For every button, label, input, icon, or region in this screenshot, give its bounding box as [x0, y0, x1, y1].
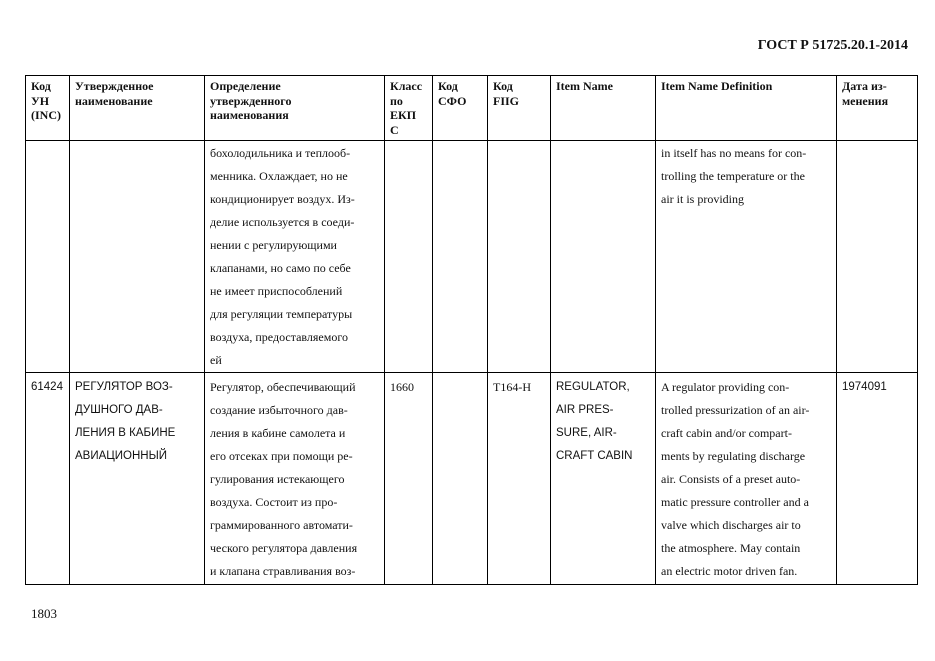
header-approved-name: Утвержденное наименование	[70, 76, 205, 141]
cell-inc	[26, 141, 70, 373]
table-row	[26, 373, 918, 585]
table-header-row	[26, 76, 918, 141]
cell-code-sfo	[433, 373, 488, 585]
cell-definition-ru: бохолодильника и теплооб- менника. Охлаждает, но не кондиционирует воздух. Из- делие используется в соеди- нении с регулирующими клапанами, но само по себе не имеет приспособлений для регуляции температуры воздуха, предоставляемого ей	[205, 141, 385, 373]
cell-approved-name: РЕГУЛЯТОР ВОЗ- ДУШНОГО ДАВ- ЛЕНИЯ В КАБИНЕ АВИАЦИОННЫЙ	[70, 373, 205, 585]
header-code-fiig: Код FIIG	[488, 76, 551, 141]
cell-item-name: REGULATOR, AIR PRES- SURE, AIR- CRAFT CABIN	[551, 373, 656, 585]
classification-table	[25, 75, 918, 585]
cell-definition-en: A regulator providing con- trolled pressurization of an air- craft cabin and/or compart- ments by regulating discharge air. Consists of a preset auto- matic pressure controller and a valve which discharges air to the atmosphere. May contain an electric motor driven fan.	[656, 373, 837, 585]
cell-definition-en: in itself has no means for con- trolling the temperature or the air it is providing	[656, 141, 837, 373]
header-item-name-definition: Item Name Definition	[656, 76, 837, 141]
cell-code-fiig	[488, 141, 551, 373]
header-item-name: Item Name	[551, 76, 656, 141]
header-class-ekps: Класс по ЕКП С	[385, 76, 433, 141]
page-number: 1803	[31, 606, 57, 621]
cell-change-date: 1974091	[837, 373, 918, 585]
cell-code-fiig: T164-H	[488, 373, 551, 585]
cell-code-sfo	[433, 141, 488, 373]
cell-definition-ru: Регулятор, обеспечивающий создание избыточного дав- ления в кабине самолета и его отсеках при помощи ре- гулирования истекающего воздуха. Состоит из про- граммированного автомати- ческого регулятора давления и клапана стравливания воз-	[205, 373, 385, 585]
cell-item-name	[551, 141, 656, 373]
header-code-sfo: Код СФО	[433, 76, 488, 141]
cell-class-ekps: 1660	[385, 373, 433, 585]
header-inc: Код УН (INC)	[26, 76, 70, 141]
cell-inc: 61424	[26, 373, 70, 585]
header-change-date: Дата из- менения	[837, 76, 918, 141]
cell-change-date	[837, 141, 918, 373]
cell-approved-name	[70, 141, 205, 373]
table-row	[26, 141, 918, 373]
cell-class-ekps	[385, 141, 433, 373]
document-header: ГОСТ Р 51725.20.1-2014	[757, 38, 908, 53]
header-name-definition: Определение утвержденного наименования	[205, 76, 385, 141]
